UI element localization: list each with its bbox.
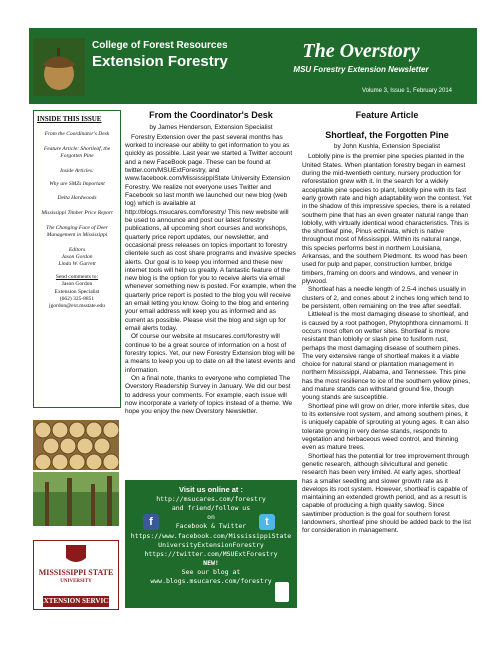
sidebar-item: Delta Hardwoods [57, 195, 97, 202]
department-name: Extension Forestry [92, 53, 228, 70]
msu-extension-logo [33, 540, 119, 610]
sidebar-item: Mississippi Timber Price Report [41, 210, 113, 217]
coordinator-paragraph: Of course our website at msucares.com/forestry will continue to be a great source of information on a host of forestry topics. Yet, our new Forestry Extension blog will be a means to keep you up to date on all the latest events and information. [125, 333, 296, 374]
sidebar [33, 110, 121, 408]
acorn-logo [33, 38, 85, 96]
coordinator-paragraph: On a final note, thanks to everyone who completed The Overstory Readership Survey in January. We did our best to address your comments. For example, each issue will now incorporate a variety of topics instead of a theme. We hope you enjoy the new Overstory Newsletter. [125, 374, 293, 416]
editor-name: Jason Gordon [61, 254, 93, 261]
facebook-icon[interactable]: f [143, 514, 159, 530]
feature-paragraph: Littleleaf is the most damaging disease to shortleaf, and is caused by a root pathogen, Phytophthora cinnamomi. It occurs most often on wetter sites. Shortleaf is more resistant than loblolly or slash pine to fusiform rust, perhaps the most damaging disease of southern pines. The very extensive range of shortleaf makes it a viable choice for natural stand or plantation management in northern Mississippi, Alabama, and Tennessee. This pine has the most resilience to ice of the southern yellow pines, and mature stands can withstand ground fire, though young stands are susceptible. [302, 311, 471, 402]
visit-online-box [125, 480, 297, 608]
newsletter-title: The Overstory [302, 40, 420, 62]
twitter-link[interactable]: https://twitter.com/MSUExtForestry [144, 549, 278, 558]
contact-title: Extension Specialist [54, 288, 100, 295]
blog-label: See our blog at [181, 568, 241, 576]
facebook-link[interactable]: UniversityExtensionForestry [158, 540, 264, 549]
logo-extension: EXTENSION SERVICE [39, 597, 113, 605]
sidebar-item: From the Coordinator's Desk [44, 131, 110, 137]
sidebar-item: Inside Articles: [60, 167, 94, 174]
forest-photo [33, 472, 119, 526]
send-comments-label: Send comments to: [55, 274, 99, 281]
social-label: Facebook & Twitter [175, 522, 247, 531]
feature-paragraph: Shortleaf pine will grow on drier, more infertile sites, due to its extensive root system, and among southern pines, it is uniquely capable of sprouting at young ages. It can also tolerate growing in very dense stands, responds to vegetation and herbaceous weed control, and thinning even as mature trees. [302, 402, 470, 452]
blog-link[interactable]: www.blogs.msucares.com/forestry [150, 577, 272, 586]
banner-org [92, 40, 228, 70]
facebook-link[interactable]: https://www.facebook.com/MississippiState [130, 531, 292, 540]
feature-paragraph: Loblolly pine is the premier pine species planted in the United States. When plantation forestry began in earnest during the mid-twentieth century, nursery production for reforestation grew with it. In the search for a widely acceptable pine species to plant, loblolly pine with its fast early growth rate and high adaptability won the contest. Yet in the shadow of this impressive species, there is a related southern pine that has an even greater natural range than loblolly, with virtually identical wood characteristics. This is the shortleaf pine, Pinus echinata, which is native throughout most of Mississippi. Within its natural range, this species performs best in northern Louisiana, Arkansas, and the southern Piedmont. Its wood has been used for pulp and paper, construction lumber, bridge timbers, framing on doors and windows, and veneer in plywood. [302, 153, 472, 286]
visit-heading: Visit us online at : [178, 485, 244, 494]
follow-text: on [207, 513, 215, 522]
sidebar-item: Why are SMZs Important [49, 180, 105, 187]
feature-paragraph: Shortleaf has the potential for tree improvement through genetic research, although silvicultural and genetic research has been very limited. At early ages, shortleaf has a smaller seedling and slower growth rate as it develops its root system. However, shortleaf is capable of maintaining an extended growth period, and as a result is capable of producing a high quality sawlog. Since sawtimber production is the goal for southern forest landowners, shortleaf pine should be added back to the list for consideration in management. [302, 452, 472, 535]
newsletter-subtitle: MSU Forestry Extension Newsletter [293, 65, 429, 74]
coordinator-heading: From the Coordinator's Desk [149, 110, 273, 120]
contact-name: Jason Gordon [61, 281, 93, 288]
contact-info [37, 274, 117, 310]
editors-label: Editors [68, 246, 86, 253]
editors [37, 247, 117, 268]
feature-title: Shortleaf, the Forgotten Pine [325, 129, 449, 140]
feature-byline: by John Kushla, Extension Specialist [333, 143, 441, 151]
logo-university-sub: UNIVERSITY [60, 579, 92, 584]
log-pile-photo [33, 420, 119, 470]
coordinator-article [125, 110, 297, 416]
banner-masthead [250, 40, 472, 74]
logo-university: MISSISSIPPI STATE [38, 568, 114, 577]
sidebar-item: The Changing Face of Deer Management in Mississippi [46, 225, 108, 238]
contact-phone: (662) 325-8851 [59, 295, 95, 302]
twitter-icon[interactable]: t [259, 514, 275, 530]
blog-icon[interactable] [275, 582, 289, 602]
college-name: College of Forest Resources [92, 40, 228, 51]
volume-info: Volume 3, Issue 1, February 2014 [361, 88, 452, 94]
sidebar-item: Feature Article: Shortleaf, the Forgotten Pine [43, 145, 111, 159]
coordinator-paragraph: Forestry Extension over the past several months has worked to increase our ability to get information to you as quickly as possible. Last year we started a Twitter account and a new FaceBook page. These can be found at twitter.com/MSUExtForestry, and www.facebook.com/MississippiState University Extension Forestry. We realize not everyone uses Twitter and Facebook so last month we launched our new blog (web log) which is available at http://blogs.msucares.com/forestry/ This new website will be used to announce and post our latest forestry publications, all upcoming short courses and workshops, quarterly price report updates, our newsletter, and occasional press releases on topics important to forestry clientele such as cost share programs and invasive species alerts. Our goal is to keep you informed and these new internet tools will help us greatly. A fantastic feature of the new blog is the option for you to receive alerts via email whenever something new is posted. For example, when the quarterly price report is posted to the blog you will receive an email letting you know. Going to the blog and entering your email address will keep you as informed and as current as possible. Please visit the blog and sign up for email alerts today. [125, 133, 297, 333]
follow-text: and friend/follow us [171, 504, 251, 513]
feature-heading: Feature Article [355, 110, 419, 120]
coordinator-byline: by James Henderson, Extension Specialist [149, 123, 273, 131]
new-label: NEW! [203, 558, 219, 567]
website-link[interactable]: http://msucares.com/forestry [156, 495, 266, 503]
feature-article [302, 110, 472, 536]
editor-name: Linda W. Garrett [58, 261, 96, 268]
feature-paragraph: Shortleaf has a needle length of 2.5-4 inches usually in clusters of 2, and cones about 2 inches long which tend to be persistent, often remaining on the tree after seedfall. [302, 286, 469, 310]
contact-email[interactable]: jgordon@ext.msstate.edu [48, 302, 106, 309]
sidebar-title: INSIDE THIS ISSUE [37, 115, 102, 123]
